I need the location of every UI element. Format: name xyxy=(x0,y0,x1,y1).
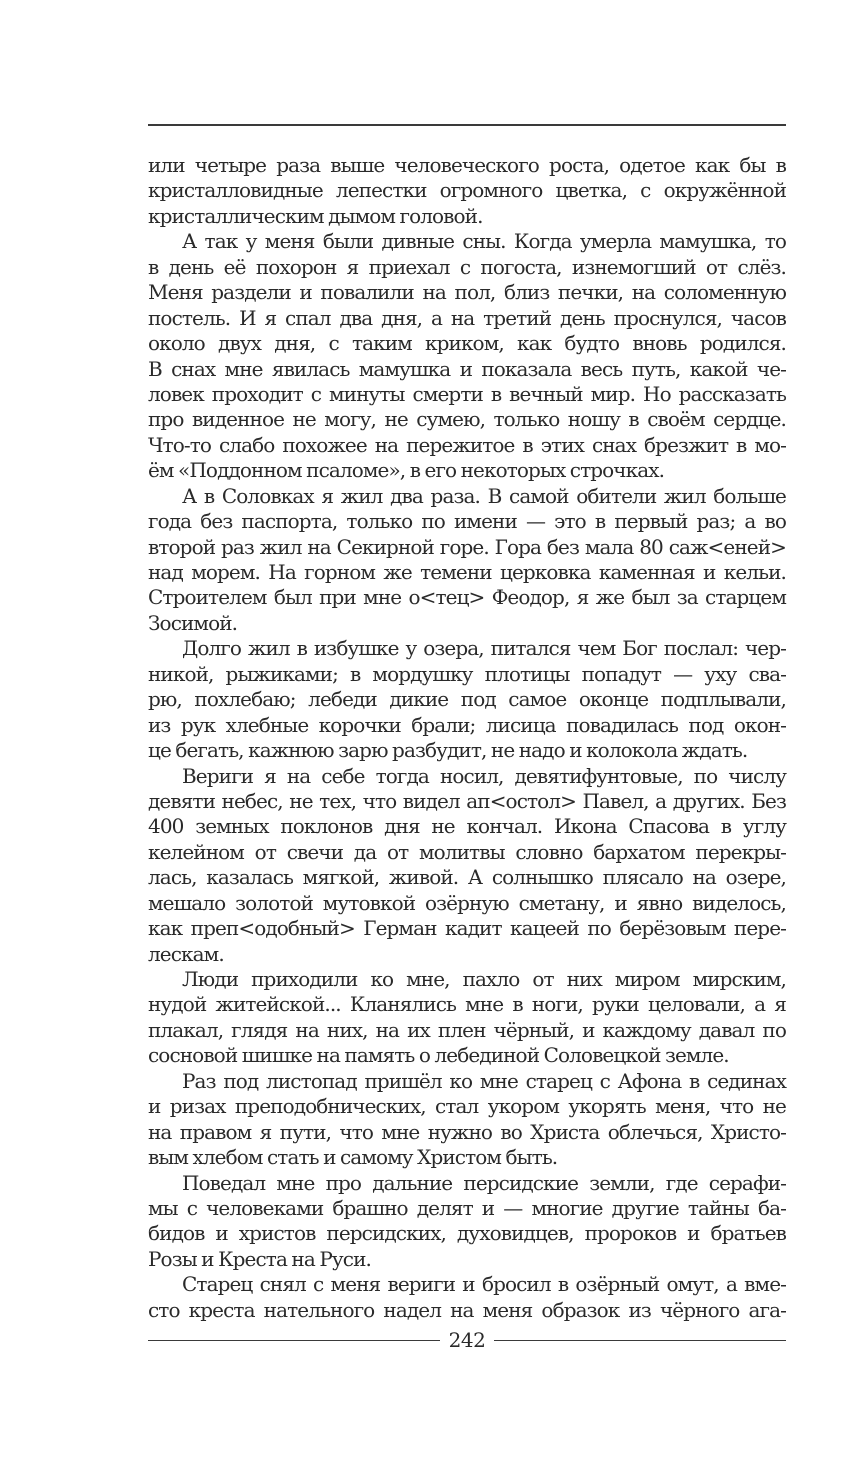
text-line: года без паспорта, только по имени — это в первый раз; а во xyxy=(148,509,786,534)
paragraph xyxy=(148,636,786,763)
text-line: лескам. xyxy=(148,941,224,966)
text-line: це бегать, кажнюю зарю разбудит, не надо и колокола ждать. xyxy=(148,738,748,763)
text-line: Вериги я на себе тогда носил, девятифунтовые, по числу xyxy=(182,763,786,788)
text-line: Поведал мне про дальние персидские земли, где серафи- xyxy=(182,1170,786,1195)
text-line: рю, похлебаю; лебеди дикие под самое оконце подплывали, xyxy=(148,687,786,712)
text-line: второй раз жил на Секирной горе. Гора без мала 80 саж<еней> xyxy=(148,534,786,559)
text-line: сто креста нательного надел на меня образок из чёрного ага- xyxy=(148,1297,786,1322)
text-line: нудой житейской... Кланялись мне в ноги, руки целовали, а я xyxy=(148,992,786,1017)
text-line: Зосимой. xyxy=(148,610,238,635)
text-line: постель. И я спал два дня, а на третий день проснулся, часов xyxy=(148,305,786,330)
text-line: А в Соловках я жил два раза. В самой обители жил больше xyxy=(182,483,786,508)
text-line: мешало золотой мутовкой озёрную сметану, и явно виделось, xyxy=(148,890,786,915)
paragraph xyxy=(148,229,786,483)
text-line: бидов и христов персидских, духовидцев, пророков и братьев xyxy=(148,1221,786,1246)
text-line: 400 земных поклонов дня не кончал. Икона Спасова в углу xyxy=(148,814,786,839)
text-line: Строителем был при мне о<тец> Феодор, я же был за старцем xyxy=(148,585,786,610)
text-line: лась, казалась мягкой, живой. А солнышко плясало на озере, xyxy=(148,865,786,890)
text-line: или четыре раза выше человеческого роста, одетое как бы в xyxy=(148,153,786,177)
text-line: про виденное не могу, не сумею, только ношу в своём сердце. xyxy=(148,407,786,432)
text-line: из рук хлебные корочки брали; лисица повадилась под окон- xyxy=(148,712,786,737)
text-line: кристаллическим дымом головой. xyxy=(148,203,483,228)
text-line: Старец снял с меня вериги и бросил в озёрный омут, а вме- xyxy=(182,1272,786,1297)
paragraph xyxy=(148,484,786,637)
text-line: над морем. На горном же темени церковка каменная и кельи. xyxy=(148,560,786,584)
text-line: Раз под листопад пришёл ко мне старец с Афона в сединах xyxy=(182,1068,786,1093)
paragraph xyxy=(148,1272,786,1323)
text-line: девяти небес, не тех, что видел ап<остол> Павел, а других. Без xyxy=(148,788,786,813)
text-line: сосновой шишке на память о лебединой Соловецкой земле. xyxy=(148,1043,729,1068)
footer-rule-right xyxy=(494,1340,786,1341)
text-line: около двух дня, с таким криком, как будто вновь родился. xyxy=(148,331,786,356)
text-line: мы с человеками брашно делят и — многие другие тайны ба- xyxy=(148,1195,786,1220)
text-line: ём «Поддонном псаломе», в его некоторых строчках. xyxy=(148,458,665,483)
text-line: келейном от свечи да от молитвы словно бархатом перекры- xyxy=(148,839,786,864)
text-line: плакал, глядя на них, на их плен чёрный, и каждому давал по xyxy=(148,1017,786,1042)
text-line: в день её похорон я приехал с погоста, изнемогший от слёз. xyxy=(148,254,786,279)
text-line: А так у меня были дивные сны. Когда умерла мамушка, то xyxy=(182,229,786,254)
text-line: ловек проходит с минуты смерти в вечный мир. Но рассказать xyxy=(148,381,786,406)
page-footer xyxy=(148,1327,786,1353)
body-text xyxy=(148,153,786,1323)
paragraph xyxy=(148,967,786,1069)
header-rule xyxy=(148,124,786,126)
text-line: как преп<одобный> Герман кадит кацеей по берёзовым пере- xyxy=(148,916,786,941)
text-line: и ризах преподобнических, стал укором укорять меня, что не xyxy=(148,1094,786,1119)
text-line: Меня раздели и повалили на пол, близ печки, на соломенную xyxy=(148,280,786,305)
text-line: кристалловидные лепестки огромного цветка, с окружённой xyxy=(148,178,786,203)
page-number: 242 xyxy=(448,1328,486,1352)
text-line: Розы и Креста на Руси. xyxy=(148,1246,371,1271)
text-line: никой, рыжиками; в мордушку плотицы попадут — уху сва- xyxy=(148,661,786,686)
paragraph xyxy=(148,1069,786,1171)
text-line: Что-то слабо похожее на пережитое в этих снах брезжит в мо- xyxy=(148,432,786,457)
paragraph xyxy=(148,1171,786,1273)
text-line: Люди приходили ко мне, пахло от них миром мирским, xyxy=(182,967,786,991)
text-line: В снах мне явилась мамушка и показала весь путь, какой че- xyxy=(148,356,786,381)
paragraph xyxy=(148,764,786,968)
text-line: Долго жил в избушке у озера, питался чем Бог послал: чер- xyxy=(182,636,786,661)
paragraph xyxy=(148,153,786,229)
text-line: вым хлебом стать и самому Христом быть. xyxy=(148,1145,558,1170)
text-line: на правом я пути, что мне нужно во Христа облечься, Христо- xyxy=(148,1119,786,1144)
